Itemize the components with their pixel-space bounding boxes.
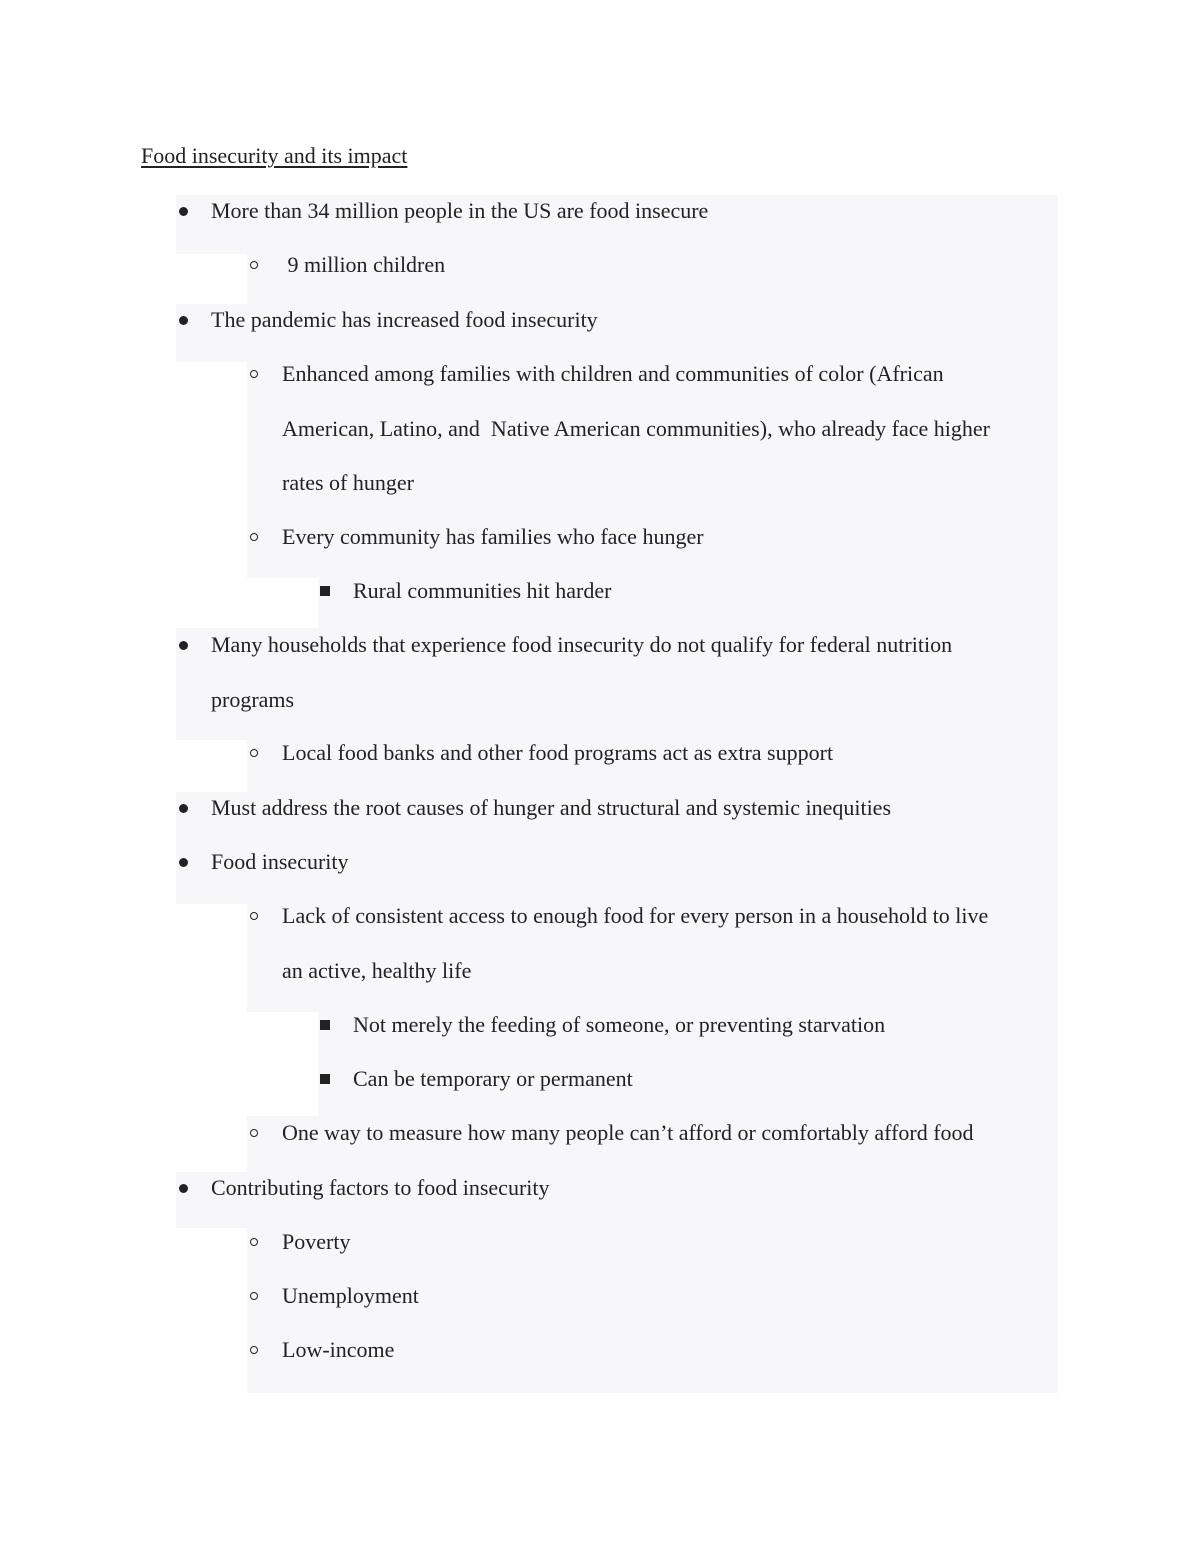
bullet-disc-icon <box>179 316 188 325</box>
list-item-line: Enhanced among families with children and communities of color (African <box>282 361 944 386</box>
list-item-line: American, Latino, and Native American communities), who already face higher <box>282 415 991 441</box>
list-item: 9 million children <box>282 252 446 277</box>
list-item-line: rates of hunger <box>282 470 414 495</box>
list-item: Local food banks and other food programs act as extra support <box>282 740 834 765</box>
list-item: One way to measure how many people can’t afford or comfortably afford food <box>282 1120 974 1145</box>
list-item-line: programs <box>211 686 295 712</box>
list-item <box>282 347 990 511</box>
bullet-circle-icon <box>250 533 258 541</box>
bullet-circle-icon <box>250 749 258 757</box>
bullet-circle-icon <box>250 370 258 378</box>
bullet-disc-icon <box>179 858 188 867</box>
list-item: Not merely the feeding of someone, or preventing starvation <box>353 1012 886 1037</box>
list-item: Must address the root causes of hunger and structural and systemic inequities <box>211 795 892 820</box>
list-item: Poverty <box>282 1229 351 1254</box>
bullet-disc-icon <box>179 804 188 813</box>
bullet-circle-icon <box>250 912 258 920</box>
bullet-square-icon <box>320 1020 330 1030</box>
bullet-circle-icon <box>250 1129 258 1137</box>
list-item: More than 34 million people in the US are food insecure <box>211 198 709 223</box>
bullet-disc-icon <box>179 641 188 650</box>
list-item: The pandemic has increased food insecurity <box>211 307 598 332</box>
bullet-square-icon <box>320 1074 330 1084</box>
bullet-square-icon <box>320 586 330 596</box>
list-item-line: Many households that experience food insecurity do not qualify for federal nutrition <box>211 632 953 657</box>
bullet-disc-icon <box>179 207 188 216</box>
bullet-circle-icon <box>250 261 258 269</box>
list-item <box>282 889 988 998</box>
list-item: Can be temporary or permanent <box>353 1066 633 1091</box>
bullet-disc-icon <box>179 1184 188 1193</box>
list-item <box>211 618 952 727</box>
list-item-line: Lack of consistent access to enough food for every person in a household to live <box>282 903 989 928</box>
document-title: Food insecurity and its impact <box>141 143 408 168</box>
list-item-line: an active, healthy life <box>282 957 472 983</box>
list-item: Rural communities hit harder <box>353 578 612 603</box>
list-item: Low-income <box>282 1337 395 1362</box>
list-item: Every community has families who face hunger <box>282 524 704 549</box>
list-item: Unemployment <box>282 1283 419 1308</box>
list-item: Contributing factors to food insecurity <box>211 1175 550 1200</box>
bullet-circle-icon <box>250 1292 258 1300</box>
bullet-circle-icon <box>250 1238 258 1246</box>
bullet-circle-icon <box>250 1346 258 1354</box>
list-item: Food insecurity <box>211 849 349 874</box>
